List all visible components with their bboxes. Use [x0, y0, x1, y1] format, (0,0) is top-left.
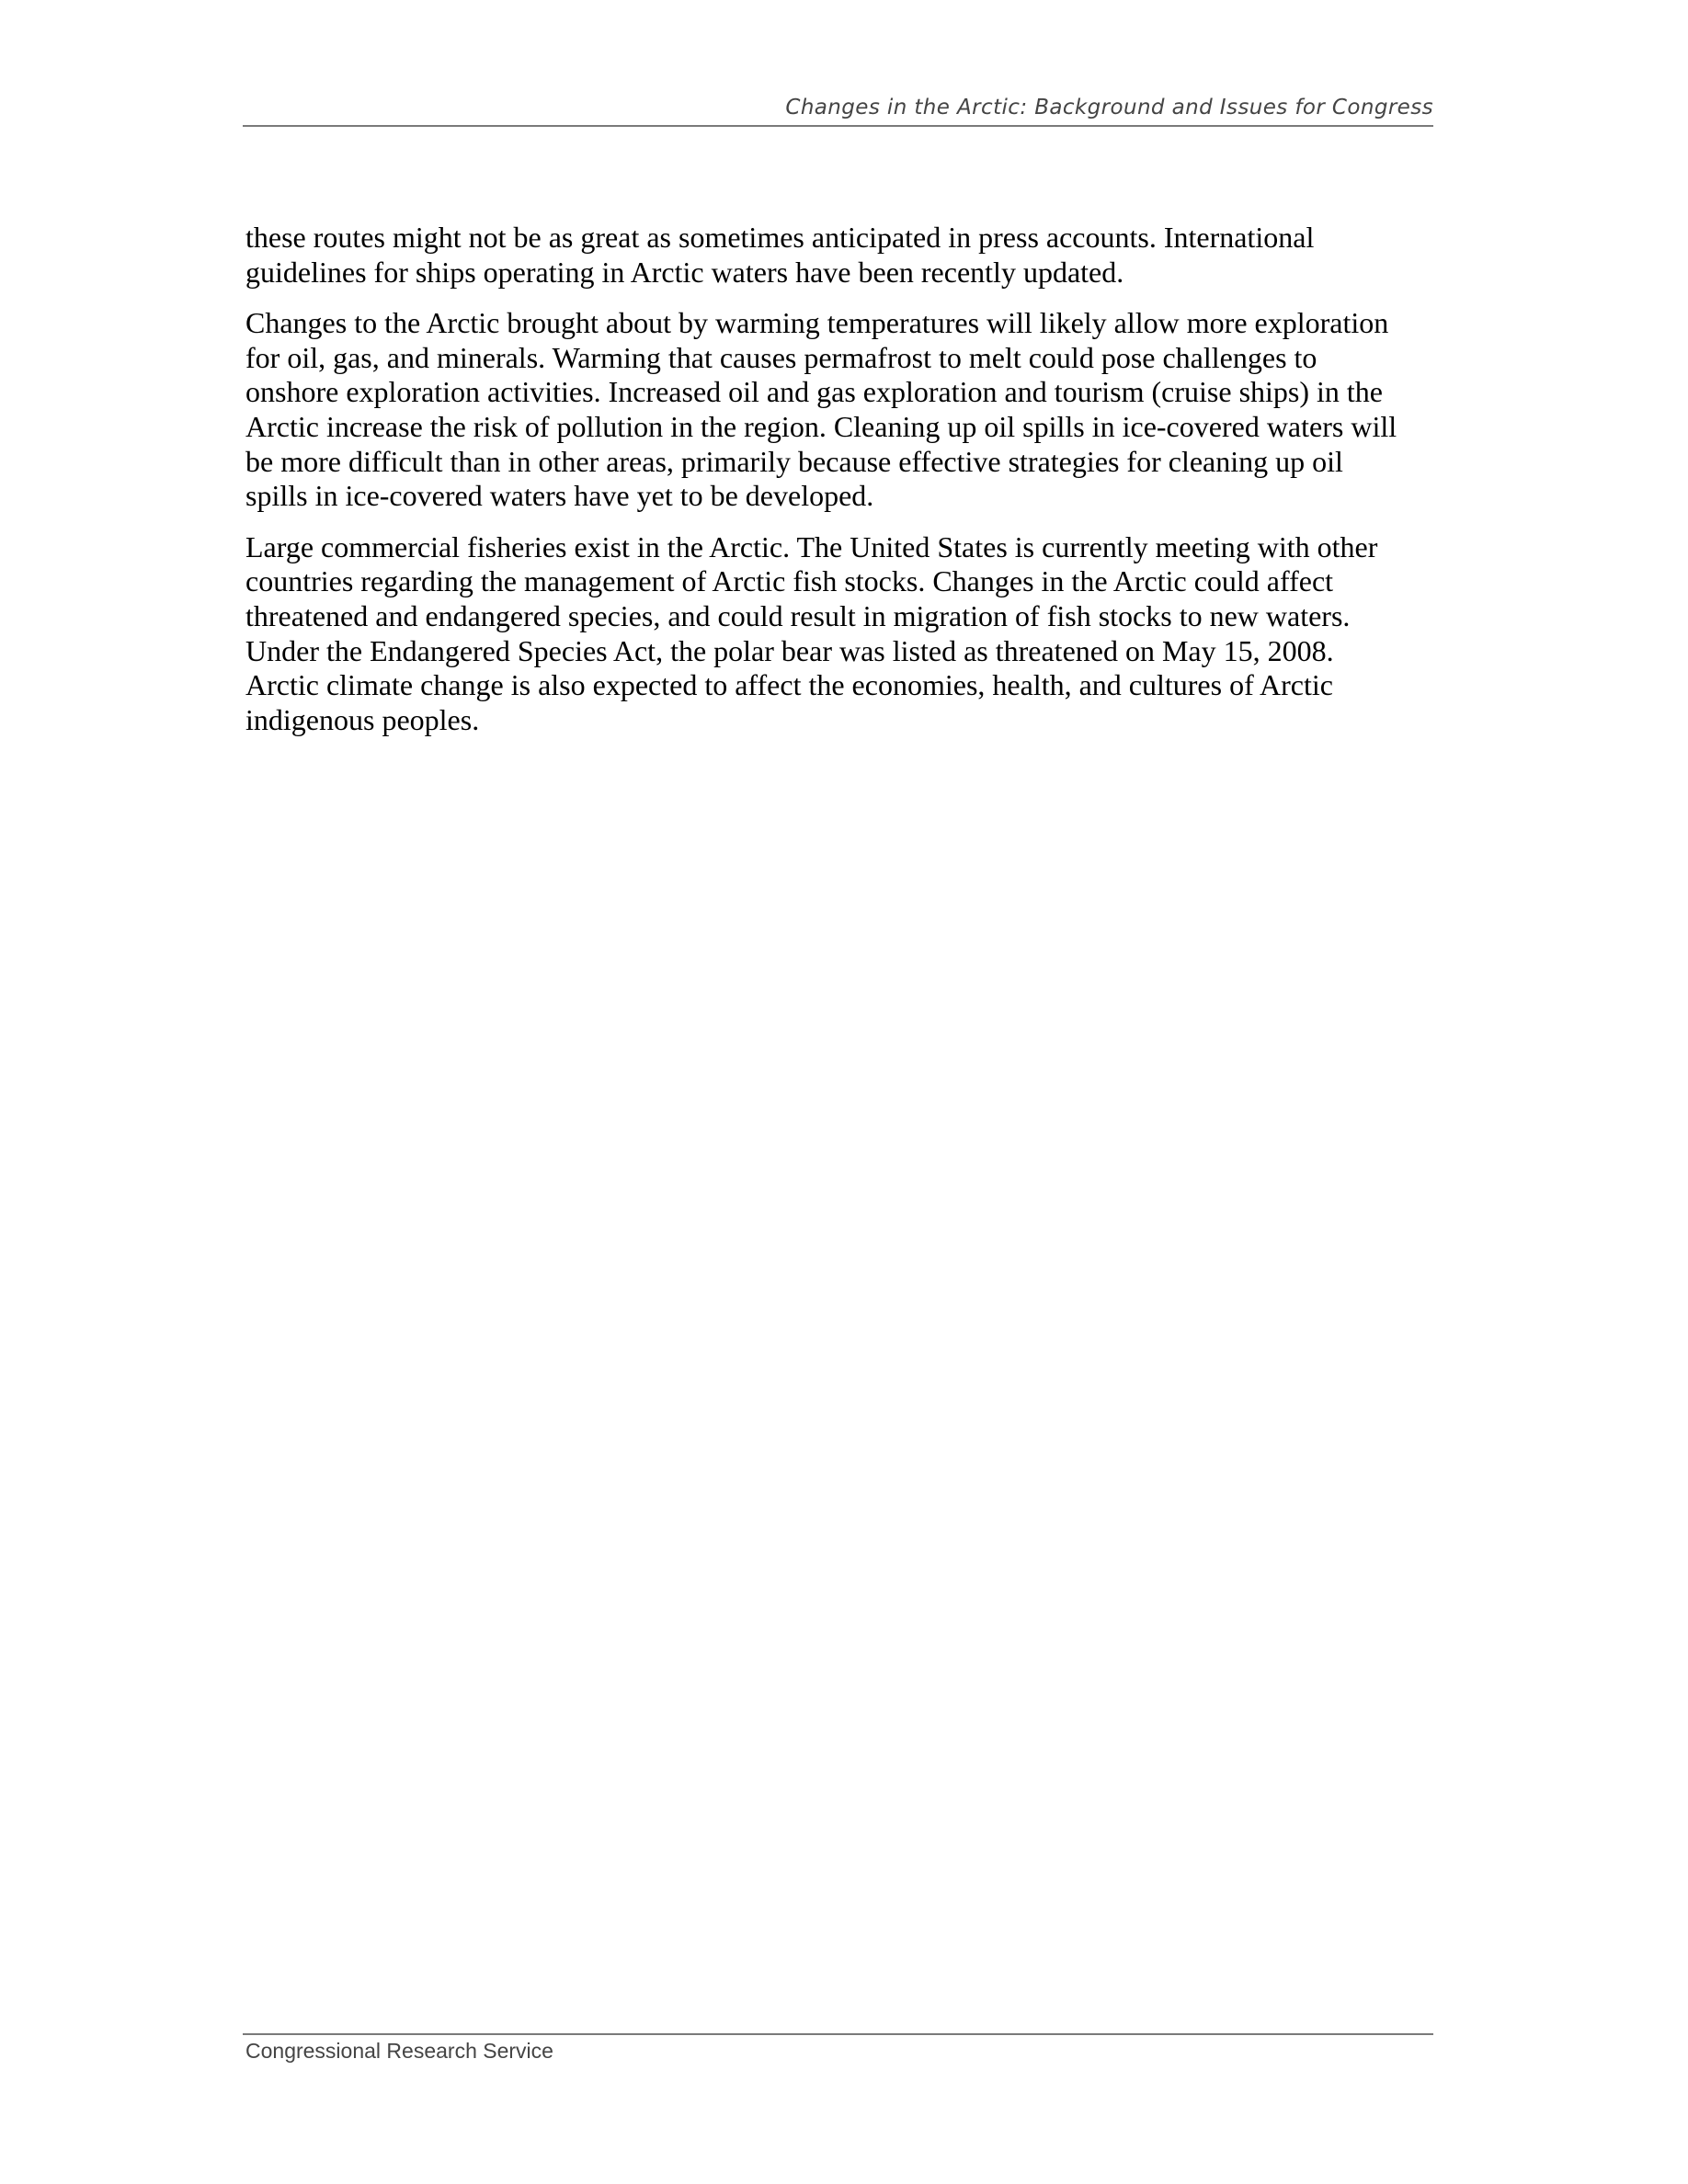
paragraph [245, 530, 1441, 738]
text-line: guidelines for ships operating in Arctic waters have been recently updated. [245, 255, 1124, 289]
body-text [245, 221, 1441, 754]
text-line: Under the Endangered Species Act, the polar bear was listed as threatened on May 15, 2008. [245, 633, 1334, 667]
text-line: Large commercial fisheries exist in the Arctic. The United States is currently meeting with other [245, 529, 1378, 563]
text-line: onshore exploration activities. Increased oil and gas exploration and tourism (cruise ships) in the [245, 375, 1383, 409]
text-line: indigenous peoples. [245, 702, 480, 736]
text-line: spills in ice-covered waters have yet to be developed. [245, 479, 874, 513]
text-line: Arctic climate change is also expected to affect the economies, health, and cultures of Arctic [245, 668, 1333, 702]
footer-divider [243, 2033, 1433, 2035]
paragraph [245, 306, 1441, 514]
paragraph [245, 221, 1441, 290]
text-line: for oil, gas, and minerals. Warming that causes permafrost to melt could pose challenges to [245, 340, 1317, 374]
text-line: these routes might not be as great as sometimes anticipated in press accounts. International [245, 221, 1315, 254]
text-line: Changes to the Arctic brought about by warming temperatures will likely allow more exploration [245, 306, 1389, 340]
header-divider [243, 125, 1433, 127]
text-line: countries regarding the management of Arctic fish stocks. Changes in the Arctic could affect [245, 564, 1334, 598]
running-header: Changes in the Arctic: Background and Issues for Congress [785, 96, 1433, 119]
text-line: threatened and endangered species, and could result in migration of fish stocks to new waters. [245, 598, 1351, 632]
text-line: be more difficult than in other areas, primarily because effective strategies for cleaning up oil [245, 444, 1343, 478]
footer-source: Congressional Research Service [245, 2039, 553, 2063]
text-line: Arctic increase the risk of pollution in the region. Cleaning up oil spills in ice-covered waters will [245, 409, 1397, 443]
